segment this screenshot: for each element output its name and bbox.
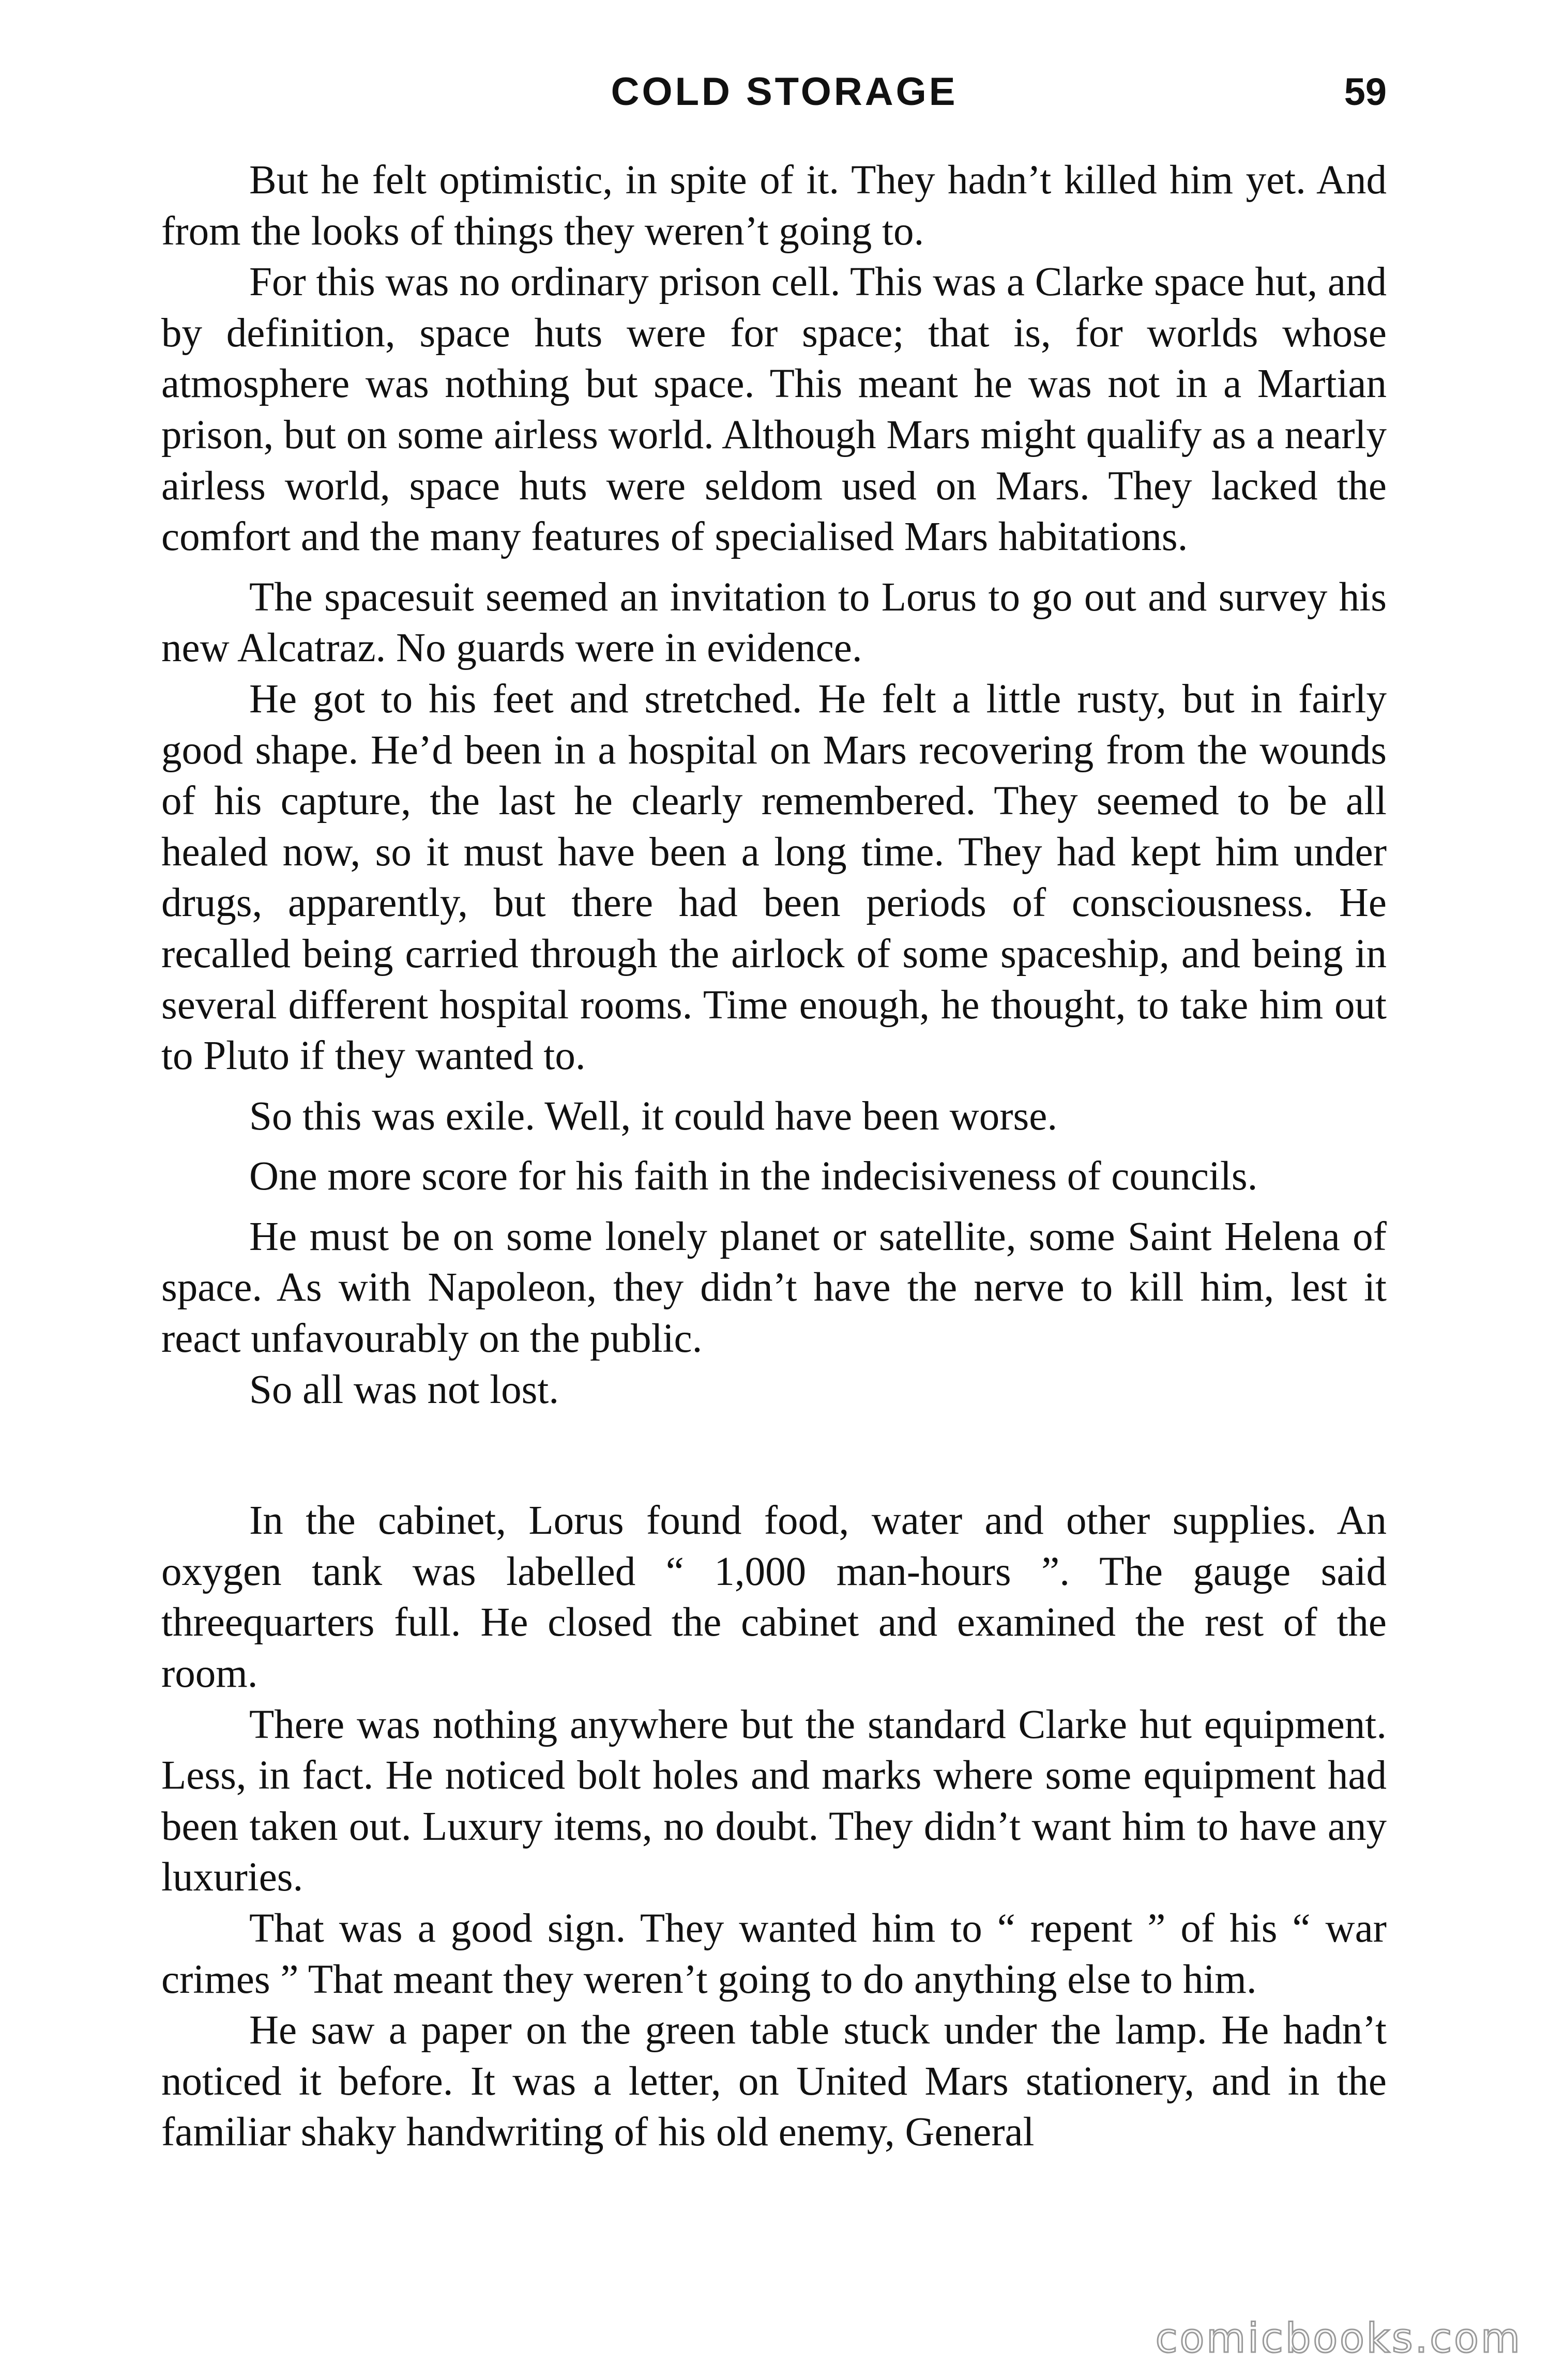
paragraph: The spacesuit seemed an invitation to Lorus to go out and survey his new Alcatraz. No guards were in evidence. xyxy=(161,574,1387,671)
page-header xyxy=(161,61,1387,123)
paragraph: That was a good sign. They wanted him to “ repent ” of his “ war crimes ” That meant they weren’t going to do anything else to him. xyxy=(161,1906,1387,2002)
section-break xyxy=(161,1415,1387,1496)
watermark: comicbooks.com xyxy=(1155,2315,1522,2362)
paragraph: So all was not lost. xyxy=(249,1367,559,1412)
paragraph: But he felt optimistic, in spite of it. They hadn’t killed him yet. And from the looks of things they weren’t going to. xyxy=(161,158,1387,254)
running-title: COLD STORAGE xyxy=(611,70,958,114)
paragraph: He got to his feet and stretched. He felt a little rusty, but in fairly good shape. He’d been in a hospital on Mars recovering from the wounds of his capture, the last he clearly remembered. They seemed to be all healed now, so it must have been a long time. They had kept him under drugs, apparently, but there had been periods of consciousness. He recalled being carried through the airlock of some spaceship, and being in several different hospital rooms. Time enough, he thought, to take him out to Pluto if they wanted to. xyxy=(161,676,1387,1079)
paragraph: He must be on some lonely planet or satellite, some Saint Helena of space. As with Napoleon, they didn’t have the nerve to kill him, lest it react unfavourably on the public. xyxy=(161,1214,1387,1362)
paragraph: In the cabinet, Lorus found food, water and other supplies. An oxygen tank was labelled “ 1,000 man-hours ”. The gauge said threequarters full. He closed the cabinet and examined the rest of the room. xyxy=(161,1498,1387,1697)
paragraph: One more score for his faith in the indecisiveness of councils. xyxy=(249,1154,1258,1199)
page-number: 59 xyxy=(1344,70,1387,113)
paragraph: He saw a paper on the green table stuck under the lamp. He hadn’t noticed it before. It was a letter, on United Mars stationery, and in the familiar shaky handwriting of his old enemy, General xyxy=(161,2008,1387,2155)
body-text xyxy=(161,155,1387,2158)
paragraph: For this was no ordinary prison cell. This was a Clarke space hut, and by definition, space huts were for space; that is, for worlds whose atmosphere was nothing but space. This meant he was not in a Martian prison, but on some airless world. Although Mars might qualify as a nearly airless world, space huts were seldom used on Mars. They lacked the comfort and the many features of specialised Mars habitations. xyxy=(161,260,1387,560)
paragraph: So this was exile. Well, it could have been worse. xyxy=(249,1093,1058,1139)
paragraph: There was nothing anywhere but the standard Clarke hut equipment. Less, in fact. He noticed bolt holes and marks where some equipment had been taken out. Luxury items, no doubt. They didn’t want him to have any luxuries. xyxy=(161,1702,1387,1900)
